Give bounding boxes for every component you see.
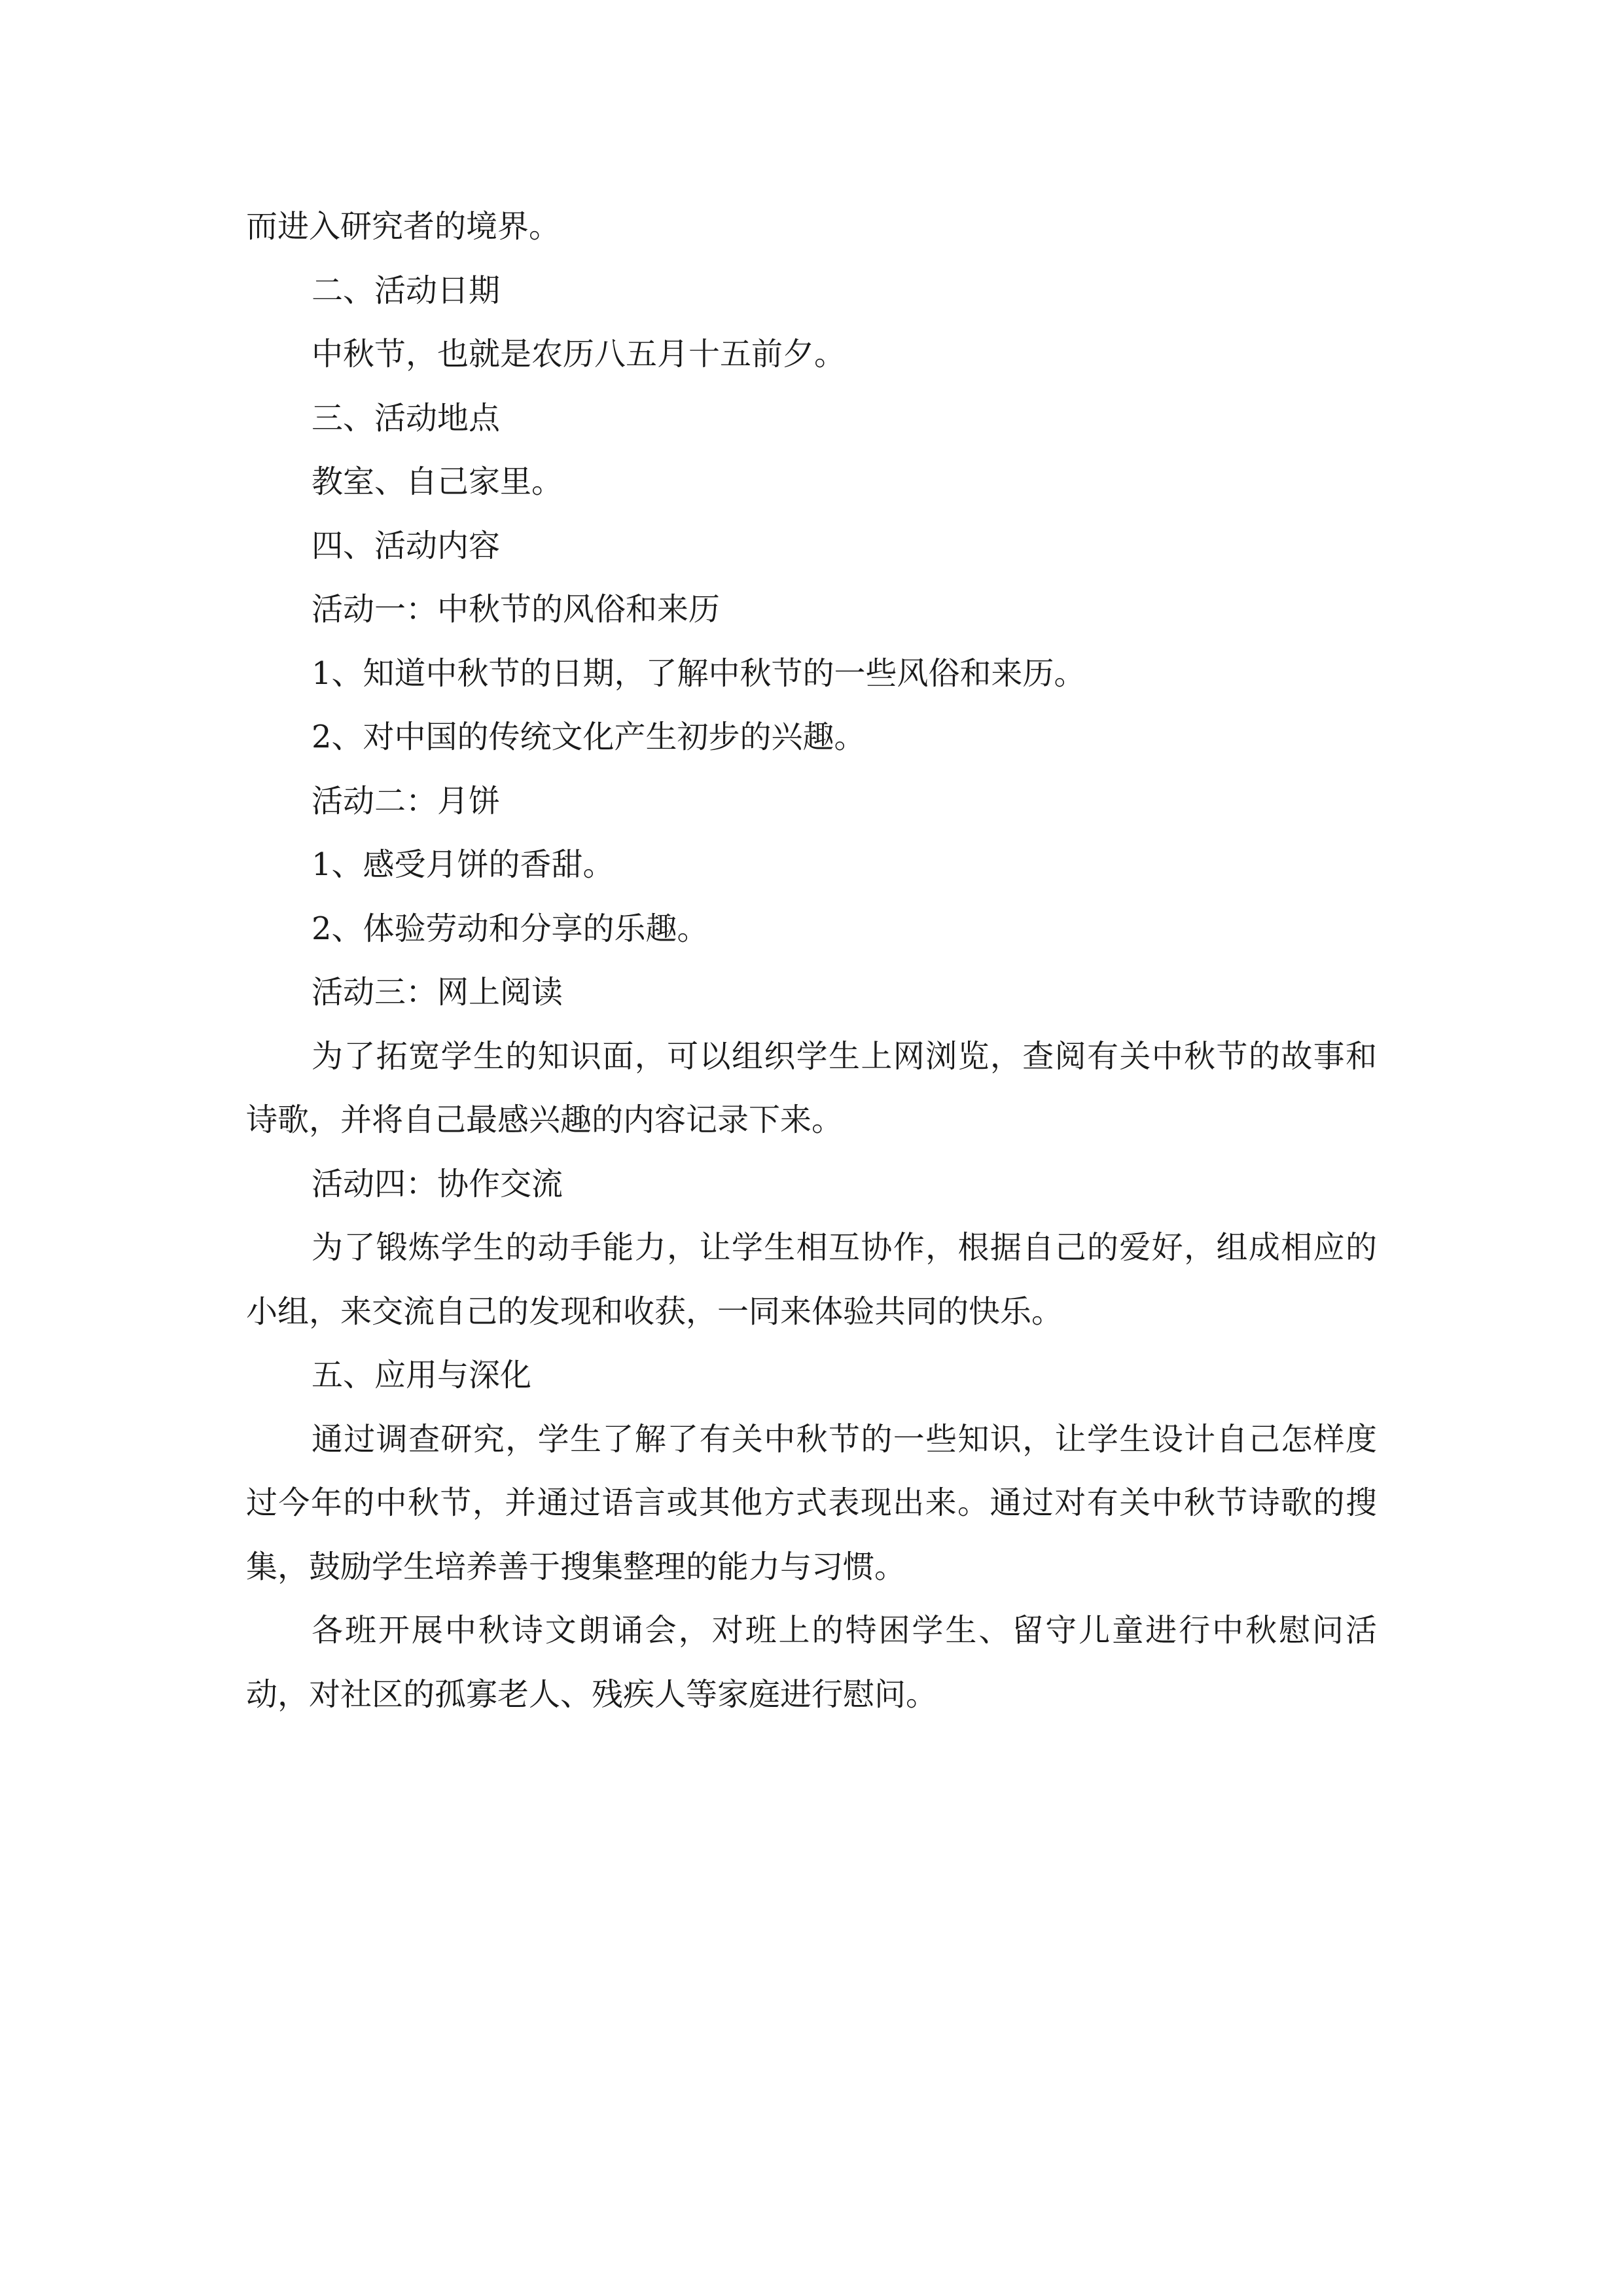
document-body <box>246 195 1377 1727</box>
paragraph-application: 通过调查研究，学生了解了有关中秋节的一些知识，让学生设计自己怎样度过今年的中秋节，并通过语言或其他方式表现出来。通过对有关中秋节诗歌的搜集，鼓励学生培养善于搜集整理的能力与习惯。 <box>246 1420 1377 1585</box>
heading-activity-date: 二、活动日期 <box>312 272 501 309</box>
subheading-activity-one: 活动一：中秋节的风俗和来历 <box>312 591 721 628</box>
paragraph-poetry-recital: 各班开展中秋诗文朗诵会，对班上的特困学生、留守儿童进行中秋慰问活动，对社区的孤寡老人、残疾人等家庭进行慰问。 <box>246 1612 1377 1713</box>
paragraph-online-reading: 为了拓宽学生的知识面，可以组织学生上网浏览，查阅有关中秋节的故事和诗歌，并将自己最感兴趣的内容记录下来。 <box>246 1037 1377 1138</box>
list-item: 1、知道中秋节的日期，了解中秋节的一些风俗和来历。 <box>312 655 1086 692</box>
heading-activity-location: 三、活动地点 <box>312 399 501 437</box>
subheading-activity-two: 活动二：月饼 <box>312 782 501 819</box>
paragraph-activity-date: 中秋节，也就是农历八五月十五前夕。 <box>312 336 846 372</box>
subheading-activity-three: 活动三：网上阅读 <box>312 974 563 1011</box>
list-item: 2、对中国的传统文化产生初步的兴趣。 <box>312 719 866 755</box>
paragraph-collaboration: 为了锻炼学生的动手能力，让学生相互协作，根据自己的爱好，组成相应的小组，来交流自己的发现和收获，一同来体验共同的快乐。 <box>246 1229 1377 1330</box>
subheading-activity-four: 活动四：协作交流 <box>312 1165 563 1202</box>
paragraph-continuation: 而进入研究者的境界。 <box>246 208 561 245</box>
paragraph-activity-location: 教室、自己家里。 <box>312 463 563 500</box>
heading-activity-content: 四、活动内容 <box>312 527 501 564</box>
list-item: 1、感受月饼的香甜。 <box>312 846 615 883</box>
heading-application: 五、应用与深化 <box>312 1357 532 1393</box>
list-item: 2、体验劳动和分享的乐趣。 <box>312 910 709 947</box>
